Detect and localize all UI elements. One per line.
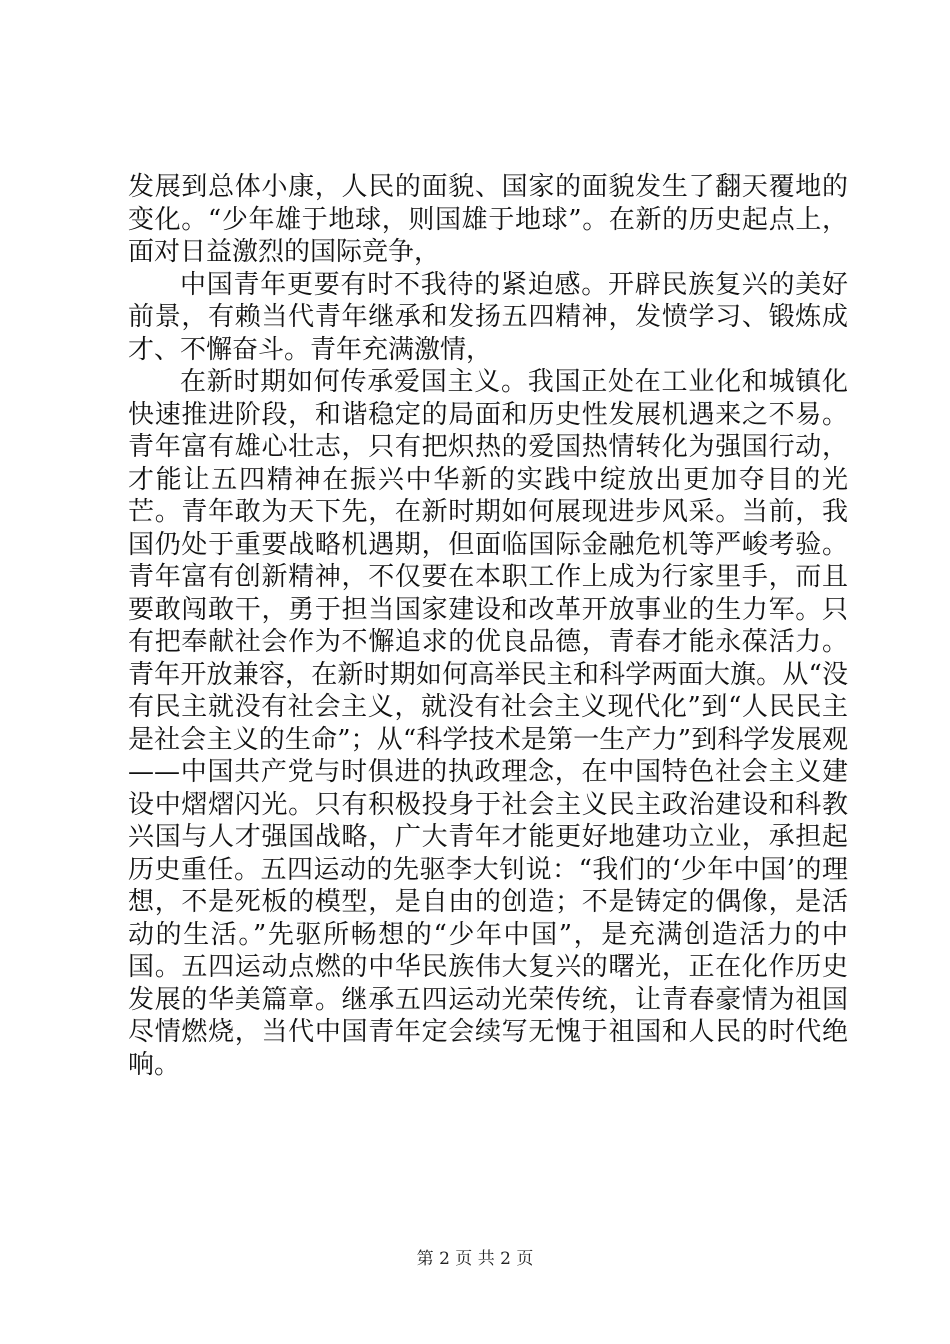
page-footer: 第 2 页 共 2 页 bbox=[416, 1249, 534, 1269]
paragraph-2: 中国青年更要有时不我待的紧迫感。开辟民族复兴的美好前景，有赖当代青年继承和发扬五四精神，发愤学习、锻炼成才、不懈奋斗。青年充满激情， bbox=[128, 269, 848, 365]
paragraph-1: 发展到总体小康，人民的面貌、国家的面貌发生了翻天覆地的变化。“少年雄于地球，则国雄于地球”。在新的历史起点上，面对日益激烈的国际竞争， bbox=[128, 172, 848, 267]
document-body bbox=[128, 171, 848, 1081]
paragraph-3: 在新时期如何传承爱国主义。我国正处在工业化和城镇化快速推进阶段，和谐稳定的局面和历史性发展机遇来之不易。青年富有雄心壮志，只有把炽热的爱国热情转化为强国行动，才能让五四精神在振兴中华新的实践中绽放出更加夺目的光芒。青年敢为天下先，在新时期如何展现进步风采。当前，我国仍处于重要战略机遇期，但面临国际金融危机等严峻考验。青年富有创新精神，不仅要在本职工作上成为行家里手，而且要敢闯敢干，勇于担当国家建设和改革开放事业的生力军。只有把奉献社会作为不懈追求的优良品德，青春才能永葆活力。青年开放兼容，在新时期如何高举民主和科学两面大旗。从“没有民主就没有社会主义，就没有社会主义现代化”到“人民民主是社会主义的生命”；从“科学技术是第一生产力”到科学发展观——中国共产党与时俱进的执政理念，在中国特色社会主义建设中熠熠闪光。只有积极投身于社会主义民主政治建设和科教兴国与人才强国战略，广大青年才能更好地建功立业，承担起历史重任。五四运动的先驱李大钊说：“我们的‘少年中国’的理想，不是死板的模型，是自由的创造；不是铸定的偶像，是活动的生活。”先驱所畅想的“少年中国”，是充满创造活力的中国。五四运动点燃的中华民族伟大复兴的曙光，正在化作历史发展的华美篇章。继承五四运动光荣传统，让青春豪情为祖国尽情燃烧，当代中国青年定会续写无愧于祖国和人民的时代绝响。 bbox=[128, 367, 848, 1080]
